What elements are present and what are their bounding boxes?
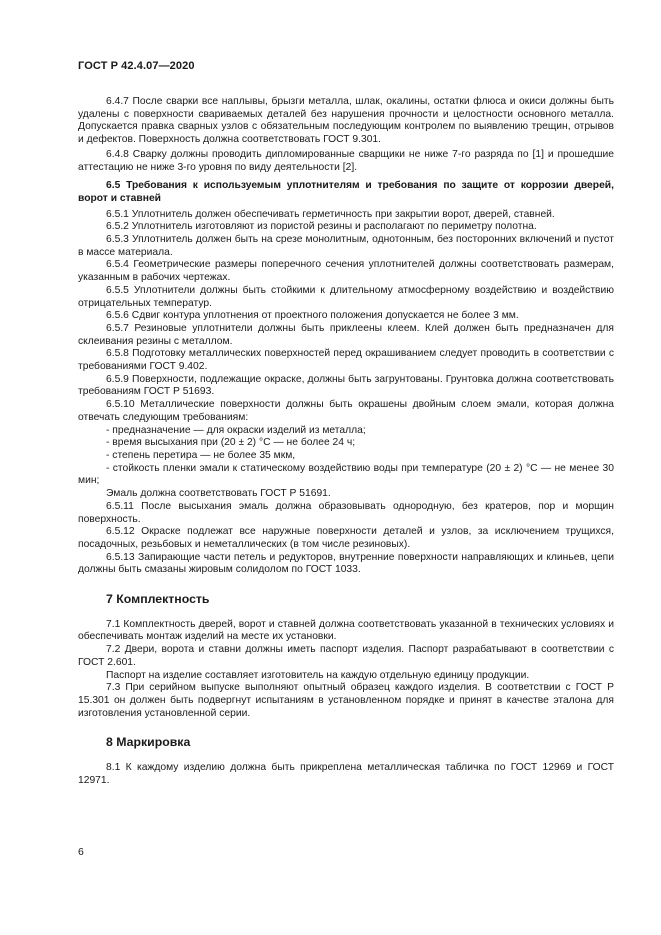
paragraph-6-5-6: 6.5.6 Сдвиг контура уплотнения от проектного положения допускается не более 3 мм. bbox=[106, 310, 519, 322]
paragraph-6-4-7: 6.4.7 После сварки все наплывы, брызги металла, шлак, окалины, остатки флюса и окиси должны быть удалены с поверхности свариваемых деталей без нарушения прочности и целостности основного металла. Допускается правка сварных узлов с обязательным последующим контролем по выявлению трещин, отрывов и дефектов. Поверхность должна соответствовать ГОСТ 9.301. bbox=[78, 96, 614, 146]
paragraph-7-3: 7.3 При серийном выпуске выполняют опытный образец каждого изделия. В соответствии с ГОСТ Р 15.301 он должен быть подвергнут испытаниям в установленном порядке и принят в качестве эталона для изготовления установленной серии. bbox=[78, 682, 614, 719]
paragraph-8-1: 8.1 К каждому изделию должна быть прикреплена металлическая табличка по ГОСТ 12969 и ГОСТ 12971. bbox=[78, 762, 614, 786]
subsection-heading-6-5: 6.5 Требования к используемым уплотнителям и требования по защите от коррозии дверей, ворот и ставней bbox=[78, 180, 614, 204]
paragraph-6-5-9: 6.5.9 Поверхности, подлежащие окраске, должны быть загрунтованы. Грунтовка должна соответствовать требованиям ГОСТ Р 51693. bbox=[78, 373, 614, 398]
list-item-grind-degree: - степень перетира — не более 35 мкм, bbox=[106, 449, 296, 461]
paragraph-enamel-standard: Эмаль должна соответствовать ГОСТ Р 51691. bbox=[106, 488, 331, 500]
paragraph-6-5-10: 6.5.10 Металлические поверхности должны быть окрашены двойным слоем эмали, которая должна отвечать следующим требованиям: bbox=[78, 399, 614, 423]
paragraph-7-1: 7.1 Комплектность дверей, ворот и ставней должна соответствовать указанной в технических условиях и обеспечивать монтаж изделий на месте их установки. bbox=[78, 618, 614, 643]
list-item-water-resistance: - стойкость пленки эмали к статическому воздействию воды при температуре (20 ± 2) °С — не менее 30 мин; bbox=[78, 462, 614, 487]
section-heading-7: 7 Комплектность bbox=[106, 592, 210, 607]
paragraph-6-4-8: 6.4.8 Сварку должны проводить дипломированные сварщики не ниже 7-го разряда по [1] и прошедшие аттестацию не ниже 3-го уровня по виду деятельности [2]. bbox=[78, 148, 614, 173]
paragraph-6-5-5: 6.5.5 Уплотнители должны быть стойкими к длительному атмосферному воздействию и воздействию отрицательных температур. bbox=[78, 284, 614, 309]
paragraph-6-5-1: 6.5.1 Уплотнитель должен обеспечивать герметичность при закрытии ворот, дверей, ставней. bbox=[106, 208, 555, 220]
paragraph-6-5-3: 6.5.3 Уплотнитель должен быть на срезе монолитным, однотонным, без посторонних включений и пустот в массе материала. bbox=[78, 234, 614, 258]
document-body bbox=[78, 96, 614, 787]
section-heading-8: 8 Маркировка bbox=[106, 735, 191, 750]
paragraph-6-5-7: 6.5.7 Резиновые уплотнители должны быть приклеены клеем. Клей должен быть предназначен для склеивания резины с металлом. bbox=[78, 322, 614, 347]
paragraph-passport: Паспорт на изделие составляет изготовитель на каждую отдельную единицу продукции. bbox=[106, 669, 530, 681]
paragraph-7-2: 7.2 Двери, ворота и ставни должны иметь паспорт изделия. Паспорт разрабатывают в соответствии с ГОСТ 2.601. bbox=[78, 644, 614, 668]
paragraph-6-5-2: 6.5.2 Уплотнитель изготовляют из пористой резины и располагают по периметру полотна. bbox=[106, 221, 537, 233]
document-header: ГОСТ Р 42.4.07—2020 bbox=[78, 60, 195, 72]
paragraph-6-5-4: 6.5.4 Геометрические размеры поперечного сечения уплотнителей должны соответствовать размерам, указанным в рабочих чертежах. bbox=[78, 259, 614, 284]
paragraph-6-5-12: 6.5.12 Окраске подлежат все наружные поверхности деталей и узлов, за исключением трущихся, посадочных, резьбовых и неметаллических (в том числе резиновых). bbox=[78, 526, 614, 550]
list-item-drying-time: - время высыхания при (20 ± 2) °С — не более 24 ч; bbox=[106, 437, 356, 449]
list-item-purpose: - предназначение — для окраски изделий из металла; bbox=[106, 424, 366, 436]
paragraph-6-5-13: 6.5.13 Запирающие части петель и редукторов, внутренние поверхности направляющих и клиньев, цепи должны быть смазаны жировым солидолом по ГОСТ 1033. bbox=[78, 551, 614, 576]
paragraph-6-5-8: 6.5.8 Подготовку металлических поверхностей перед окрашиванием следует проводить в соответствии с требованиями ГОСТ 9.402. bbox=[78, 348, 614, 373]
paragraph-6-5-11: 6.5.11 После высыхания эмаль должна образовывать однородную, без кратеров, пор и морщин поверхность. bbox=[78, 500, 614, 525]
page-number: 6 bbox=[78, 846, 84, 858]
